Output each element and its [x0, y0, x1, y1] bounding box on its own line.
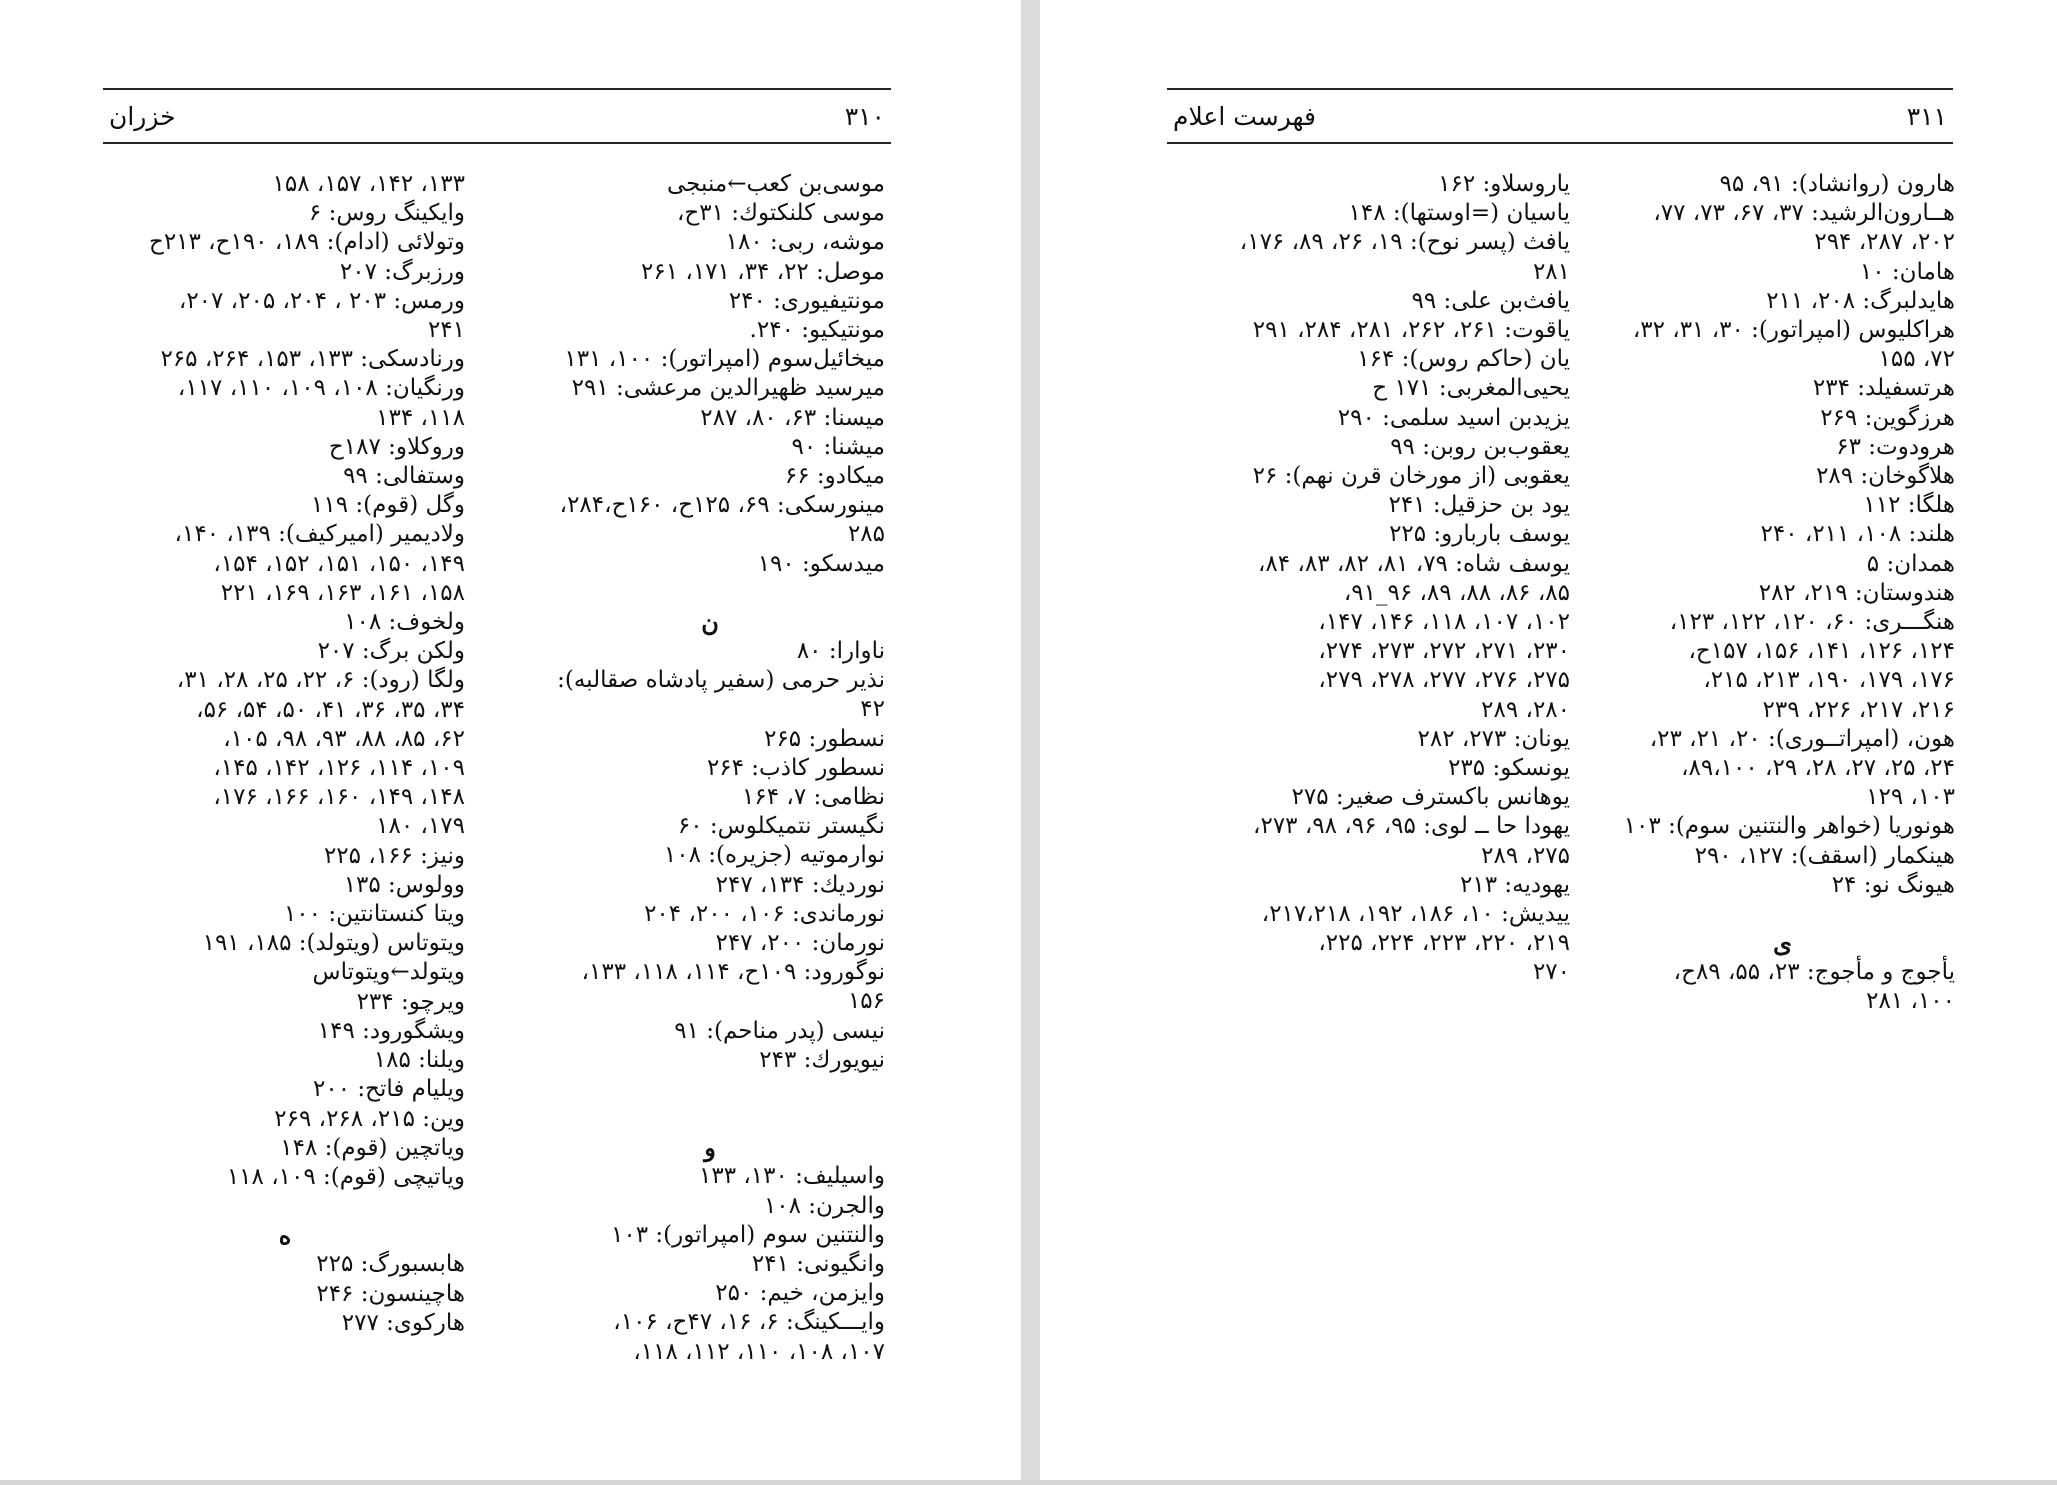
section-letter: ى	[1773, 929, 1792, 959]
index-entry: يحيى‌المغربى: ۱۷۱ ح	[1372, 375, 1570, 402]
index-entry: وين: ۲۱۵، ۲۶۸، ۲۶۹	[274, 1105, 465, 1132]
index-entry: ورمس: ۲۰۳ ، ۲۰۴، ۲۰۵، ۲۰۷،	[178, 287, 465, 314]
section-letter: و	[704, 1133, 716, 1163]
index-entry: ورزبرگ: ۲۰۷	[339, 258, 465, 285]
index-entry: ۱۵۶	[847, 988, 885, 1015]
index-entry: ۱۷۹، ۱۸۰	[376, 813, 465, 840]
index-entry: هامان: ۱۰	[1859, 258, 1955, 285]
spacer	[535, 1075, 885, 1104]
index-entry: ميسنا: ۶۳، ۸۰، ۲۸۷	[700, 404, 885, 431]
index-entry: هنگـــرى: ۶۰، ۱۲۰، ۱۲۲، ۱۲۳،	[1669, 609, 1955, 636]
index-entry: ۱۰۷، ۱۰۸، ۱۱۰، ۱۱۲، ۱۱۸،	[633, 1338, 885, 1365]
index-entry: ياقوت: ۲۶۱، ۲۶۲، ۲۸۱، ۲۸۴، ۲۹۱	[1252, 317, 1570, 344]
index-entry: واسيليف: ۱۳۰، ۱۳۳	[699, 1163, 885, 1190]
index-entry: نظامى: ۷، ۱۶۴	[742, 784, 885, 811]
index-entry: والجرن: ۱۰۸	[763, 1192, 885, 1219]
left-page	[0, 0, 1021, 1480]
spacer	[535, 1104, 885, 1133]
index-entry: نسطور كاذب: ۲۶۴	[706, 754, 885, 781]
index-entry: مونتيفيورى: ۲۴۰	[728, 287, 885, 314]
index-entry: نسطور: ۲۶۵	[764, 725, 885, 752]
index-entry: ۱۲۴، ۱۲۶، ۱۴۱، ۱۵۶، ۱۵۷ح،	[1688, 638, 1955, 665]
index-entry: ۷۲، ۱۵۵	[1878, 346, 1955, 373]
index-entry: ۲۸۱	[1532, 258, 1570, 285]
index-column-right	[535, 170, 885, 1367]
index-column-left	[1170, 170, 1570, 988]
index-entry: ويليام فاتح: ۲۰۰	[313, 1076, 465, 1103]
index-entry: نيويورك: ۲۴۳	[759, 1046, 885, 1073]
index-entry: هرودوت: ۶۳	[1836, 433, 1955, 460]
index-entry: ياروسلاو: ۱۶۲	[1438, 171, 1570, 197]
index-entry: ۲۰۲، ۲۸۷، ۲۹۴	[1814, 229, 1955, 256]
index-entry: يان (حاكم روس): ۱۶۴	[1357, 346, 1570, 373]
index-entry: نورماندى: ۱۰۶، ۲۰۰، ۲۰۴	[644, 900, 885, 927]
index-entry: هيونگ نو: ۲۴	[1831, 871, 1955, 898]
index-entry: موسى‌بن كعب←منبجى	[667, 171, 885, 197]
index-entry: هون، (امپراتــورى): ۲۰، ۲۱، ۲۳،	[1649, 725, 1955, 752]
index-entry: وايكينگ روس: ۶	[308, 200, 465, 227]
index-entry: ۴۲	[860, 696, 885, 723]
index-entry: ميخائيل‌سوم (امپراتور): ۱۰۰، ۱۳۱	[564, 346, 885, 373]
bottom-edge	[0, 1480, 2057, 1485]
index-entry: ناوارا: ۸۰	[796, 638, 885, 665]
index-entry: وايـــكينگ: ۶، ۱۶، ۴۷ح، ۱۰۶،	[613, 1309, 885, 1336]
index-entry: يوسف شاه: ۷۹، ۸۱، ۸۲، ۸۳، ۸۴،	[1257, 550, 1570, 577]
index-entry: هــارون‌الرشيد: ۳۷، ۶۷، ۷۳، ۷۷،	[1653, 200, 1955, 227]
index-entry: ويشگورود: ۱۴۹	[317, 1017, 465, 1044]
index-entry: ولاديمير (اميركيف): ۱۳۹، ۱۴۰،	[174, 521, 465, 548]
index-entry: وولوس: ۱۳۵	[343, 871, 465, 898]
index-entry: ۱۴۸، ۱۴۹، ۱۶۰، ۱۶۶، ۱۷۶،	[213, 784, 465, 811]
index-entry: ميكادو: ۶۶	[784, 463, 885, 490]
index-entry: وتولائى (ادام): ۱۸۹، ۱۹۰ح، ۲۱۳ح	[148, 229, 465, 256]
index-entry: ۱۵۸، ۱۶۱، ۱۶۳، ۱۶۹، ۲۲۱	[220, 579, 465, 606]
index-entry: ولگا (رود): ۶، ۲۲، ۲۵، ۲۸، ۳۱،	[176, 667, 465, 694]
index-entry: ۱۳۳، ۱۴۲، ۱۵۷، ۱۵۸	[272, 171, 465, 197]
index-entry: هاركوى: ۲۷۷	[341, 1309, 465, 1336]
index-entry: ۶۲، ۸۵، ۸۸، ۹۳، ۹۸، ۱۰۵،	[223, 725, 465, 752]
index-entry: هرتسفيلد: ۲۳۴	[1812, 375, 1955, 402]
index-entry: مونتيكيو: ۲۴۰.	[749, 317, 885, 344]
index-entry: موشه، ربى: ۱۸۰	[725, 229, 885, 256]
index-entry: يعقوب‌بن روبن: ۹۹	[1390, 433, 1570, 460]
index-entry: ياسيان (=اوستها): ۱۴۸	[1348, 200, 1570, 227]
index-entry: ۲۷۰	[1532, 959, 1570, 986]
index-entry: ويتوتاس (ويتولد): ۱۸۵، ۱۹۱	[202, 930, 465, 957]
right-page	[1040, 0, 2057, 1480]
index-entry: ورنگيان: ۱۰۸، ۱۰۹، ۱۱۰، ۱۱۷،	[177, 375, 465, 402]
index-entry: هراكليوس (امپراتور): ۳۰، ۳۱، ۳۲،	[1632, 317, 1955, 344]
index-entry: ۲۸۵	[847, 521, 885, 548]
page-header	[1167, 88, 1953, 144]
index-entry: هينكمار (اسقف): ۱۲۷، ۲۹۰	[1694, 842, 1955, 869]
index-entry: هونوريا (خواهر والنتنين سوم): ۱۰۳	[1623, 813, 1955, 840]
spacer	[105, 1192, 465, 1221]
page-gutter	[1021, 0, 1040, 1485]
index-entry: هارون (روانشاد): ۹۱، ۹۵	[1719, 171, 1955, 197]
index-entry: يود بن حزقيل: ۲۴۱	[1388, 492, 1570, 519]
index-entry: وانگيونى: ۲۴۱	[751, 1250, 885, 1277]
index-entry: ۱۷۶، ۱۷۹، ۱۹۰، ۲۱۳، ۲۱۵،	[1703, 667, 1955, 694]
page-header	[103, 88, 891, 144]
index-entry: وروكلاو: ۱۸۷ح	[328, 433, 465, 460]
index-entry: ۲۳۰، ۲۷۱، ۲۷۲، ۲۷۳، ۲۷۴،	[1318, 638, 1570, 665]
index-entry: ۳۴، ۳۵، ۳۶، ۴۱، ۵۰، ۵۴، ۵۶،	[196, 696, 465, 723]
index-entry: هابسبورگ: ۲۲۵	[316, 1251, 465, 1278]
index-entry: يوهانس باكسترف صغير: ۲۷۵	[1291, 784, 1570, 811]
index-entry: ۱۴۹، ۱۵۰، ۱۵۱، ۱۵۲، ۱۵۴،	[213, 550, 465, 577]
index-entry: ۲۱۶، ۲۱۷، ۲۲۶، ۲۳۹	[1762, 696, 1955, 723]
index-entry: موصل: ۲۲، ۳۴، ۱۷۱، ۲۶۱	[641, 258, 885, 285]
index-entry: ميشنا: ۹۰	[791, 433, 885, 460]
index-entry: ۲۷۵، ۲۸۹	[1481, 842, 1570, 869]
index-entry: ۲۱۹، ۲۲۰، ۲۲۳، ۲۲۴، ۲۲۵،	[1318, 930, 1570, 957]
index-entry: ويتا كنستانتين: ۱۰۰	[283, 901, 465, 928]
index-entry: نگيستر نتميكلوس: ۶۰	[677, 813, 885, 840]
index-entry: ويتولد←ويتوتاس	[312, 959, 465, 986]
spacer	[535, 579, 885, 608]
index-entry: ۱۰۹، ۱۱۴، ۱۲۶، ۱۴۲، ۱۴۵،	[213, 755, 465, 782]
page-number: ۳۱۱	[1906, 101, 1947, 131]
index-entry: يعقوبى (از مورخان قرن نهم): ۲۶	[1252, 463, 1570, 490]
index-entry: ميرسيد ظهيرالدين مرعشى: ۲۹۱	[571, 375, 885, 402]
index-entry: ۲۴۱	[427, 317, 465, 344]
index-entry: ۲۴، ۲۵، ۲۷، ۲۸، ۲۹، ۸۹،۱۰۰،	[1681, 755, 1955, 782]
index-entry: يزيدبن اسيد سلمى: ۲۹۰	[1337, 404, 1570, 431]
index-entry: ورنادسكى: ۱۳۳، ۱۵۳، ۲۶۴، ۲۶۵	[160, 346, 465, 373]
index-entry: ۲۷۵، ۲۷۶، ۲۷۷، ۲۷۸، ۲۷۹،	[1318, 667, 1570, 694]
index-entry: نذير حرمى (سفير پادشاه صقالبه):	[557, 667, 885, 694]
index-entry: يونان: ۲۷۳، ۲۸۲	[1417, 725, 1570, 752]
index-entry: ۱۰۰، ۲۸۱	[1866, 988, 1955, 1015]
index-entry: هاچينسون: ۲۴۶	[316, 1280, 465, 1307]
index-column-right	[1610, 170, 1955, 1017]
index-entry: يوسف باربارو: ۲۲۵	[1389, 521, 1570, 548]
index-entry: والنتنين سوم (امپراتور): ۱۰۳	[611, 1221, 885, 1248]
index-entry: وايزمن، خيم: ۲۵۰	[715, 1280, 885, 1307]
index-entry: نورمان: ۲۰۰، ۲۴۷	[715, 930, 885, 957]
index-entry: مينورسكى: ۶۹، ۱۲۵ح، ۱۶۰ح،۲۸۴،	[559, 492, 885, 519]
index-entry: هلند: ۱۰۸، ۲۱۱، ۲۴۰	[1760, 521, 1955, 548]
index-entry: وگل (قوم): ۱۱۹	[311, 492, 465, 519]
running-title: فهرست اعلام	[1173, 101, 1316, 131]
index-entry: نوگورود: ۱۰۹ح، ۱۱۴، ۱۱۸، ۱۳۳،	[581, 959, 885, 986]
index-entry: يأجوج و مأجوج: ۲۳، ۵۵، ۸۹ح،	[1673, 959, 1955, 986]
section-letter: ن	[701, 607, 719, 637]
index-entry: يونسكو: ۲۳۵	[1448, 755, 1570, 782]
index-entry: يهوديه: ۲۱۳	[1460, 871, 1570, 898]
index-entry: ولكن برگ: ۲۰۷	[317, 638, 465, 665]
index-entry: ۱۰۳، ۱۲۹	[1866, 784, 1955, 811]
index-entry: يافث‌بن على: ۹۹	[1411, 287, 1570, 314]
index-entry: ويلنا: ۱۸۵	[373, 1047, 465, 1074]
index-entry: وياتيچى (قوم): ۱۰۹، ۱۱۸	[226, 1163, 465, 1190]
index-entry: ۲۸۰، ۲۸۹	[1481, 696, 1570, 723]
index-entry: ويرچو: ۲۳۴	[356, 988, 465, 1015]
index-entry: يهودا حا ــ لوى: ۹۵، ۹۶، ۹۸، ۲۷۳،	[1253, 813, 1570, 840]
index-entry: ميدسكو: ۱۹۰	[757, 550, 885, 577]
index-entry: هلاگوخان: ۲۸۹	[1816, 463, 1955, 490]
index-column-left	[105, 170, 465, 1338]
section-letter: ه	[278, 1221, 292, 1251]
index-entry: نورديك: ۱۳۴، ۲۴۷	[715, 871, 885, 898]
index-entry: وستفالى: ۹۹	[343, 463, 465, 490]
index-entry: هرزگوين: ۲۶۹	[1820, 404, 1955, 431]
index-entry: نيسى (پدر مناحم): ۹۱	[674, 1017, 885, 1044]
index-entry: وياتچين (قوم): ۱۴۸	[280, 1134, 465, 1161]
index-entry: ولخوف: ۱۰۸	[344, 609, 465, 636]
index-entry: موسى كلنكتوك: ۳۱ح،	[677, 200, 885, 227]
index-entry: هندوستان: ۲۱۹، ۲۸۲	[1758, 579, 1955, 606]
index-entry: ۱۱۸، ۱۳۴	[376, 404, 465, 431]
index-entry: هايدلبرگ: ۲۰۸، ۲۱۱	[1766, 287, 1955, 314]
index-entry: همدان: ۵	[1866, 550, 1955, 577]
index-entry: ونيز: ۱۶۶، ۲۲۵	[323, 842, 465, 869]
index-entry: هلگا: ۱۱۲	[1863, 492, 1955, 519]
running-title: خزران	[109, 101, 176, 131]
index-entry: ۱۰۲، ۱۰۷، ۱۱۸، ۱۴۶، ۱۴۷،	[1318, 609, 1570, 636]
index-entry: ۸۵، ۸۶، ۸۸، ۸۹، ۹۶_۹۱،	[1343, 579, 1570, 606]
spacer	[1610, 900, 1955, 929]
index-entry: يافث (پسر نوح): ۱۹، ۲۶، ۸۹، ۱۷۶،	[1239, 229, 1570, 256]
index-entry: نوارموتيه (جزيره): ۱۰۸	[663, 842, 885, 869]
page-number: ۳۱۰	[844, 101, 885, 131]
index-entry: ييديش: ۱۰، ۱۸۶، ۱۹۲، ۲۱۷،۲۱۸،	[1261, 901, 1570, 928]
